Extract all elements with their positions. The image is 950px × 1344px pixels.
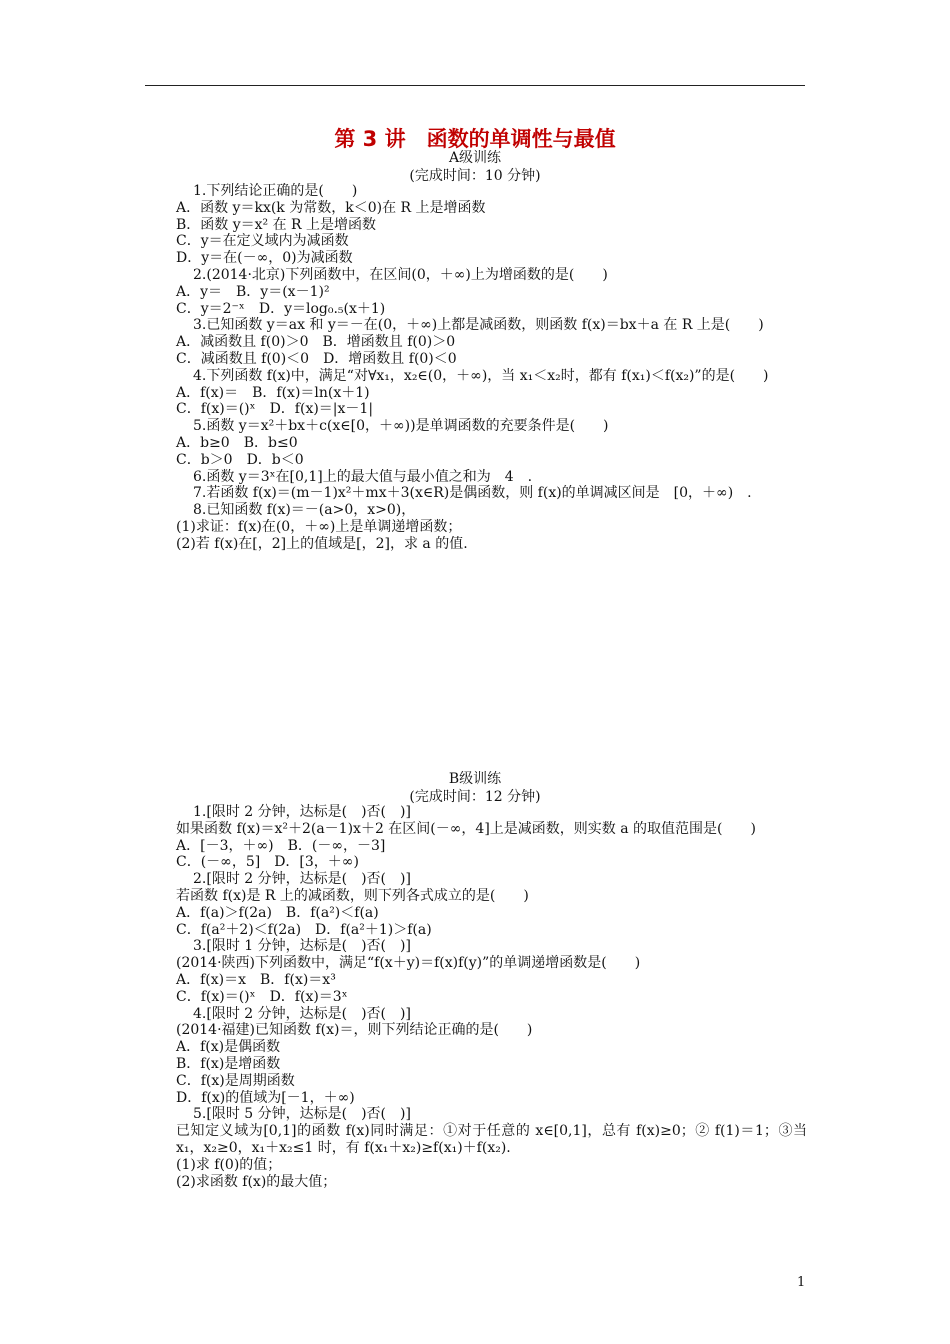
- question-line: (1)求证：f(x)在(0，＋∞)上是单调递增函数；: [176, 518, 462, 535]
- a-level-time: (完成时间：10 分钟): [409, 168, 541, 184]
- question-line: A．f(x)＝x B．f(x)＝x³: [176, 971, 336, 988]
- question-line: 4.[限时 2 分钟，达标是( )否( )]: [193, 1005, 411, 1022]
- question-line: 2.[限时 2 分钟，达标是( )否( )]: [193, 871, 411, 888]
- question-line: (2014·福建)已知函数 f(x)＝，则下列结论正确的是( ): [176, 1022, 533, 1039]
- question-line: 4.下列函数 f(x)中，满足“对∀x₁，x₂∈(0，＋∞)，当 x₁＜x₂时，都有 f(x₁)＜f(x₂)”的是( ): [193, 367, 769, 384]
- question-line: 若函数 f(x)是 R 上的减函数，则下列各式成立的是( ): [176, 887, 529, 904]
- question-line: C．f(a²＋2)＜f(2a) D．f(a²＋1)＞f(a): [176, 921, 432, 938]
- question-line: A．减函数且 f(0)＞0 B．增函数且 f(0)＞0: [176, 334, 456, 351]
- question-line: 如果函数 f(x)＝x²＋2(a－1)x＋2 在区间(－∞，4]上是减函数，则实数 a 的取值范围是( ): [176, 820, 756, 837]
- question-line: A．f(x)＝ B．f(x)＝ln(x＋1): [176, 384, 370, 401]
- question-line: 5.函数 y＝x²＋bx＋c(x∈[0，＋∞))是单调函数的充要条件是( ): [193, 418, 609, 435]
- question-line: 1.下列结论正确的是( ): [193, 183, 358, 199]
- question-line: A．f(x)是偶函数: [176, 1039, 281, 1056]
- header-rule: [145, 85, 805, 86]
- question-line: (2014·陕西)下列函数中，满足“f(x＋y)＝f(x)f(y)”的单调递增函数是( ): [176, 955, 641, 972]
- question-line: C．f(x)是周期函数: [176, 1072, 295, 1089]
- question-line: C．f(x)＝()ˣ D．f(x)＝|x－1|: [176, 401, 374, 418]
- question-line: C．y＝在定义域内为减函数: [176, 233, 349, 250]
- page-title: 第 3 讲 函数的单调性与最值: [334, 127, 616, 151]
- question-line: 8.已知函数 f(x)＝－(a>0，x>0)，: [193, 502, 416, 519]
- question-line: (2)若 f(x)在[，2]上的值域是[，2]，求 a 的值.: [176, 535, 468, 552]
- question-line: 5.[限时 5 分钟，达标是( )否( )]: [193, 1106, 411, 1123]
- question-line: 6.函数 y＝3ˣ在[0,1]上的最大值与最小值之和为 4 .: [193, 468, 533, 485]
- question-line: 1.[限时 2 分钟，达标是( )否( )]: [193, 804, 411, 820]
- question-line: (1)求 f(0)的值；: [176, 1156, 282, 1173]
- question-line: C．f(x)＝()ˣ D．f(x)＝3ˣ: [176, 988, 348, 1005]
- question-line: B．函数 y＝x² 在 R 上是增函数: [176, 216, 377, 233]
- question-line: C．(－∞，5] D．[3，＋∞): [176, 854, 359, 871]
- question-line: A．y＝ B．y＝(x－1)²: [176, 283, 330, 300]
- question-line: A．[－3，＋∞) B．(－∞，－3]: [176, 837, 386, 854]
- question-line: D．f(x)的值域为[－1，＋∞): [176, 1089, 355, 1106]
- a-level-heading: A级训练: [448, 150, 502, 166]
- question-line: 3.[限时 1 分钟，达标是( )否( )]: [193, 938, 411, 955]
- question-line: C．y＝2⁻ˣ D．y＝log₀.₅(x＋1): [176, 300, 386, 317]
- question-line: 2.(2014·北京)下列函数中，在区间(0，＋∞)上为增函数的是( ): [193, 266, 608, 283]
- question-line: A．b≥0 B．b≤0: [176, 434, 298, 451]
- b-level-heading: B级训练: [448, 771, 502, 787]
- question-line: 已知定义域为[0,1]的函数 f(x)同时满足：①对于任意的 x∈[0,1]，总有 f(x)≥0；② f(1)＝1；③当 x₁，x₂≥0，x₁＋x₂≤1 时，有 f(x₁＋x₂)≥f(x₁)＋f(x₂).: [176, 1123, 807, 1156]
- a-level-questions: [145, 183, 807, 553]
- question-line: B．f(x)是增函数: [176, 1055, 281, 1072]
- question-line: A．函数 y＝kx(k 为常数，k＜0)在 R 上是增函数: [176, 199, 486, 216]
- question-line: C．b＞0 D．b＜0: [176, 451, 304, 468]
- question-line: A．f(a)＞f(2a) B．f(a²)＜f(a): [176, 904, 379, 921]
- question-line: D．y＝在(－∞，0)为减函数: [176, 250, 353, 267]
- question-line: 3.已知函数 y＝ax 和 y＝－在(0，＋∞)上都是减函数，则函数 f(x)＝bx＋a 在 R 上是( ): [193, 317, 764, 334]
- question-line: C．减函数且 f(0)＜0 D．增函数且 f(0)＜0: [176, 350, 457, 367]
- b-level-time: (完成时间：12 分钟): [409, 789, 541, 805]
- b-level-questions: [145, 804, 807, 1190]
- question-line: (2)求函数 f(x)的最大值；: [176, 1173, 337, 1190]
- page-number: 1: [797, 1275, 806, 1290]
- question-line: 7.若函数 f(x)＝(m－1)x²＋mx＋3(x∈R)是偶函数，则 f(x)的单调减区间是 [0，＋∞) .: [193, 485, 752, 502]
